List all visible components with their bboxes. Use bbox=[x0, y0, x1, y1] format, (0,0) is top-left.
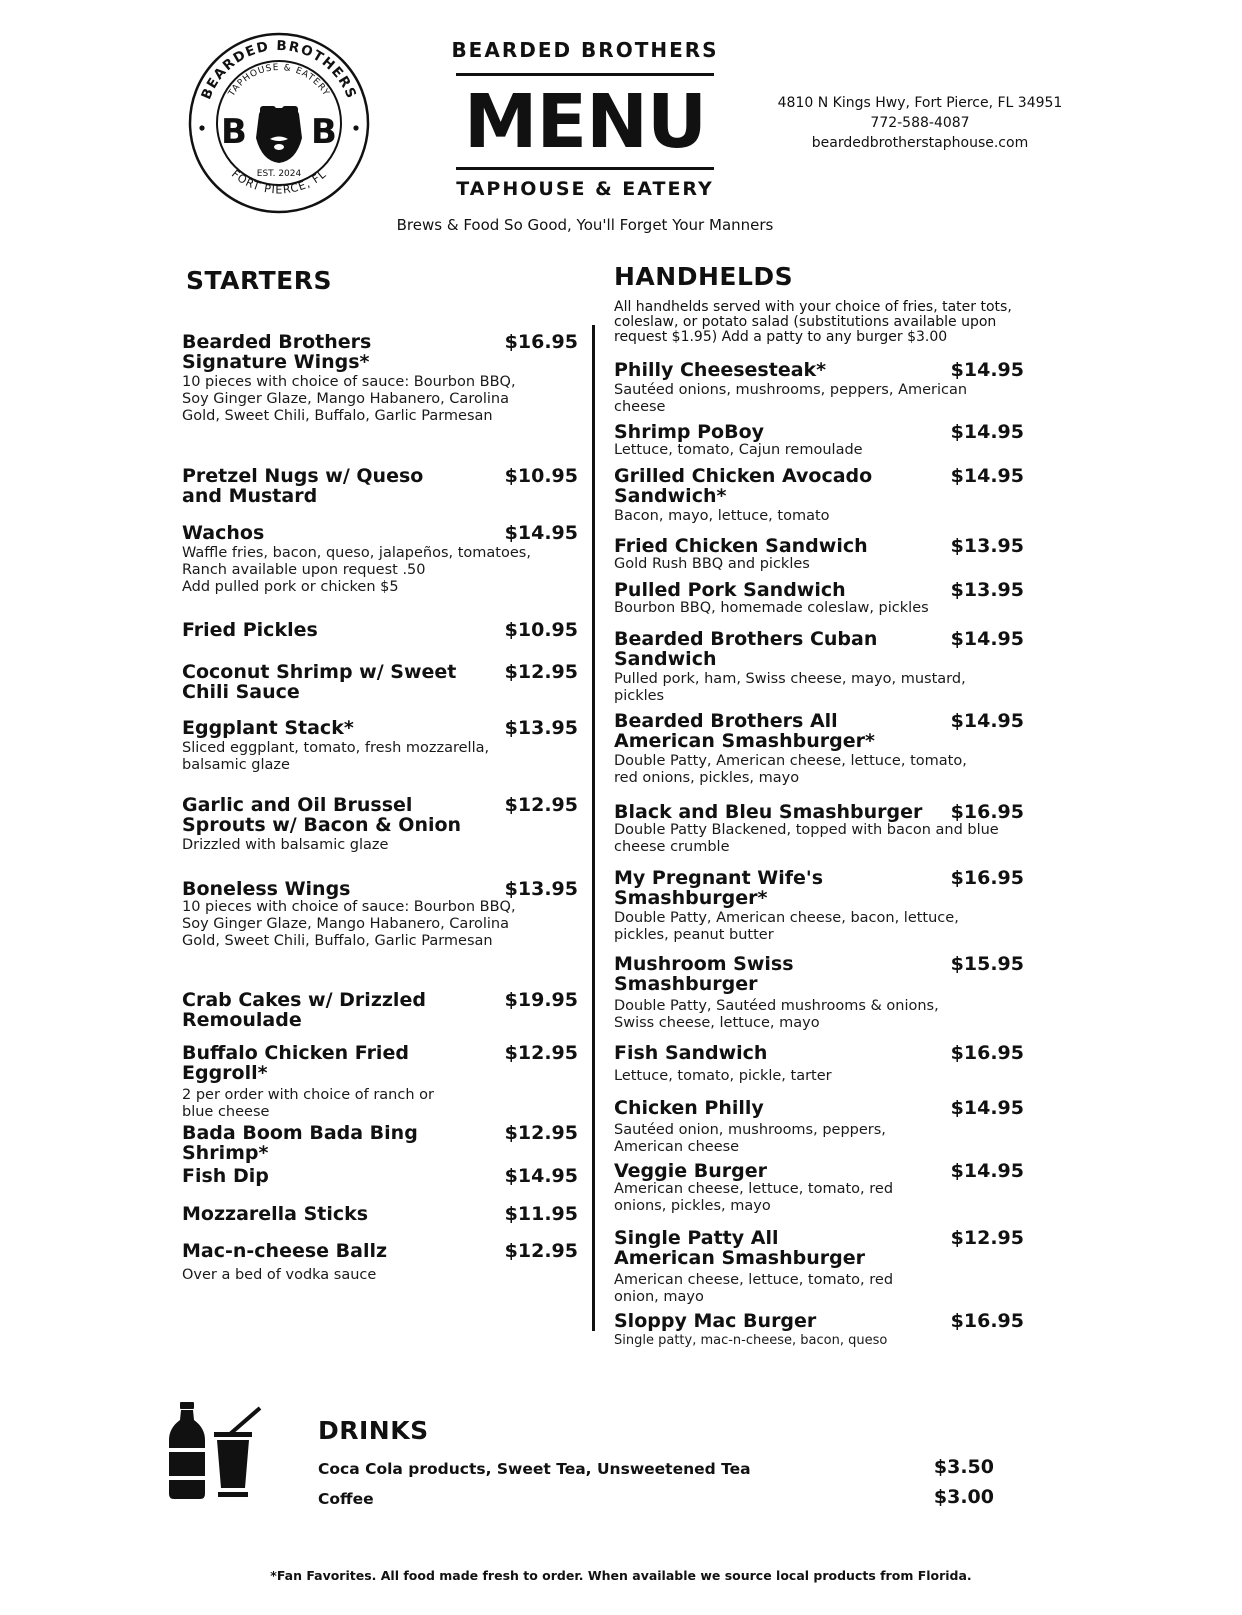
item-name: My Pregnant Wife's Smashburger* bbox=[614, 867, 824, 909]
item-description: Bacon, mayo, lettuce, tomato bbox=[614, 508, 830, 524]
brand-name-top: BEARDED BROTHERS bbox=[451, 38, 719, 62]
menu-item bbox=[614, 466, 1024, 525]
menu-item bbox=[182, 332, 578, 425]
column-divider bbox=[592, 325, 595, 1331]
item-price: $16.95 bbox=[950, 1310, 1024, 1332]
item-price: $14.95 bbox=[950, 359, 1024, 381]
handhelds-note: All handhelds served with your choice of fries, tater tots, coleslaw, or potato salad (substitutions available upon request $1.95) Add a patty to any burger $3.00 bbox=[614, 299, 1012, 345]
item-description: Lettuce, tomato, pickle, tarter bbox=[614, 1068, 832, 1084]
drinks-title: DRINKS bbox=[318, 1416, 429, 1445]
item-name: Fish Dip bbox=[182, 1165, 269, 1187]
drink-item bbox=[318, 1456, 994, 1478]
menu-item bbox=[614, 360, 1024, 416]
item-description: 10 pieces with choice of sauce: Bourbon BBQ, Soy Ginger Glaze, Mango Habanero, Carolina Gold, Sweet Chili, Buffalo, Garlic Parmesan bbox=[182, 899, 516, 949]
menu-item bbox=[614, 1098, 1024, 1156]
title-rule-bottom bbox=[456, 167, 714, 170]
item-description: Drizzled with balsamic glaze bbox=[182, 837, 389, 853]
item-price: $16.95 bbox=[950, 1042, 1024, 1064]
item-description: Gold Rush BBQ and pickles bbox=[614, 556, 810, 572]
item-description: Single patty, mac-n-cheese, bacon, queso bbox=[614, 1333, 888, 1348]
menu-item bbox=[614, 711, 1024, 787]
item-description: Over a bed of vodka sauce bbox=[182, 1267, 377, 1283]
item-name: Shrimp PoBoy bbox=[614, 421, 765, 443]
item-price: $16.95 bbox=[950, 801, 1024, 823]
item-name: Pulled Pork Sandwich bbox=[614, 579, 846, 601]
drink-cup-icon bbox=[214, 1408, 260, 1497]
item-price: $12.95 bbox=[504, 794, 578, 816]
menu-item bbox=[614, 1228, 1024, 1306]
item-name: Fried Chicken Sandwich bbox=[614, 535, 868, 557]
logo-ring-bottom-text: FORT PIERCE, FL bbox=[228, 167, 330, 197]
item-description: Sautéed onion, mushrooms, peppers, American cheese bbox=[614, 1122, 886, 1155]
website[interactable]: beardedbrotherstaphouse.com bbox=[811, 135, 1029, 151]
item-name: Bearded Brothers Cuban Sandwich bbox=[614, 628, 878, 670]
drink-price: $3.50 bbox=[933, 1456, 994, 1478]
drinks-icon bbox=[168, 1402, 264, 1500]
footnote: *Fan Favorites. All food made fresh to order. When available we source local products from Florida. bbox=[270, 1568, 972, 1583]
item-price: $14.95 bbox=[504, 1165, 578, 1187]
item-description: American cheese, lettuce, tomato, red onion, mayo bbox=[614, 1272, 894, 1305]
item-name: Buffalo Chicken Fried Eggroll* bbox=[182, 1042, 409, 1084]
item-name: Mozzarella Sticks bbox=[182, 1203, 369, 1225]
logo-initial-right: B bbox=[311, 112, 337, 152]
menu-item bbox=[614, 868, 1024, 944]
starters-title: STARTERS bbox=[186, 266, 332, 295]
item-name: Wachos bbox=[182, 522, 265, 544]
menu-item bbox=[182, 718, 578, 774]
item-description: Double Patty, American cheese, lettuce, tomato, red onions, pickles, mayo bbox=[614, 753, 967, 786]
menu-item bbox=[182, 1241, 578, 1284]
item-price: $14.95 bbox=[950, 628, 1024, 650]
item-price: $10.95 bbox=[504, 465, 578, 487]
menu-item bbox=[182, 1123, 578, 1163]
logo-ring-top-text: BEARDED BROTHERS bbox=[198, 37, 360, 102]
item-description: Pulled pork, ham, Swiss cheese, mayo, mustard, pickles bbox=[614, 671, 966, 704]
item-price: $12.95 bbox=[504, 661, 578, 683]
item-description: Double Patty Blackened, topped with bacon and blue cheese crumble bbox=[614, 822, 999, 855]
soda-bottle-icon bbox=[169, 1402, 205, 1499]
item-name: Philly Cheesesteak* bbox=[614, 359, 827, 381]
item-name: Veggie Burger bbox=[614, 1160, 768, 1182]
item-price: $14.95 bbox=[504, 522, 578, 544]
logo-est-text: EST. 2024 bbox=[256, 169, 302, 179]
menu-item bbox=[614, 629, 1024, 705]
item-description-addon: Add pulled pork or chicken $5 bbox=[182, 579, 399, 595]
item-description: 2 per order with choice of ranch or blue cheese bbox=[182, 1087, 434, 1120]
item-price: $14.95 bbox=[950, 1097, 1024, 1119]
item-price: $14.95 bbox=[950, 710, 1024, 732]
menu-item bbox=[614, 536, 1024, 573]
item-name: Sloppy Mac Burger bbox=[614, 1310, 817, 1332]
phone[interactable]: 772-588-4087 bbox=[870, 115, 970, 131]
item-description: Double Patty, Sautéed mushrooms & onions, Swiss cheese, lettuce, mayo bbox=[614, 998, 939, 1031]
menu-item bbox=[614, 1311, 1024, 1349]
item-name: Eggplant Stack* bbox=[182, 717, 354, 739]
item-price: $14.95 bbox=[950, 421, 1024, 443]
item-price: $10.95 bbox=[504, 619, 578, 641]
menu-item bbox=[182, 620, 578, 640]
logo-initial-left: B bbox=[221, 112, 247, 152]
item-price: $13.95 bbox=[504, 878, 578, 900]
tagline: Brews & Food So Good, You'll Forget Your Manners bbox=[396, 216, 774, 234]
menu-item bbox=[182, 662, 578, 702]
item-name: Boneless Wings bbox=[182, 878, 351, 900]
drink-name: Coffee bbox=[318, 1490, 374, 1508]
item-name: Pretzel Nugs w/ Queso and Mustard bbox=[182, 465, 424, 507]
item-description: Bourbon BBQ, homemade coleslaw, pickles bbox=[614, 600, 929, 616]
menu-item bbox=[614, 954, 1024, 1032]
menu-item bbox=[614, 1043, 1024, 1085]
item-price: $13.95 bbox=[950, 579, 1024, 601]
item-description: Sliced eggplant, tomato, fresh mozzarella, balsamic glaze bbox=[182, 740, 490, 773]
drink-item bbox=[318, 1486, 994, 1508]
menu-item bbox=[182, 990, 578, 1030]
item-price: $16.95 bbox=[950, 867, 1024, 889]
item-name: Bearded Brothers All American Smashburger* bbox=[614, 710, 875, 752]
bearded-brothers-logo bbox=[186, 30, 372, 216]
brand-name-bottom: TAPHOUSE & EATERY bbox=[456, 178, 714, 200]
item-price: $11.95 bbox=[504, 1203, 578, 1225]
item-price: $15.95 bbox=[950, 953, 1024, 975]
drink-name: Coca Cola products, Sweet Tea, Unsweetened Tea bbox=[318, 1460, 751, 1478]
item-price: $14.95 bbox=[950, 465, 1024, 487]
item-description: Waffle fries, bacon, queso, jalapeños, tomatoes, Ranch available upon request .50 bbox=[182, 545, 531, 578]
bearded-face-icon bbox=[256, 106, 302, 163]
item-price: $12.95 bbox=[950, 1227, 1024, 1249]
item-name: Chicken Philly bbox=[614, 1097, 764, 1119]
menu-item bbox=[614, 802, 1024, 856]
item-description: 10 pieces with choice of sauce: Bourbon BBQ, Soy Ginger Glaze, Mango Habanero, Carolina Gold, Sweet Chili, Buffalo, Garlic Parmesan bbox=[182, 374, 516, 424]
item-name: Bada Boom Bada Bing Shrimp* bbox=[182, 1122, 418, 1164]
item-price: $12.95 bbox=[504, 1240, 578, 1262]
item-price: $13.95 bbox=[950, 535, 1024, 557]
item-description: Double Patty, American cheese, bacon, lettuce, pickles, peanut butter bbox=[614, 910, 959, 943]
address: 4810 N Kings Hwy, Fort Pierce, FL 34951 bbox=[777, 95, 1063, 111]
contact-info bbox=[770, 93, 1070, 153]
menu-item bbox=[182, 1204, 578, 1224]
item-price: $14.95 bbox=[950, 1160, 1024, 1182]
item-name: Crab Cakes w/ Drizzled Remoulade bbox=[182, 989, 426, 1031]
menu-item bbox=[614, 422, 1024, 459]
item-name: Fish Sandwich bbox=[614, 1042, 768, 1064]
handhelds-title: HANDHELDS bbox=[614, 262, 794, 291]
item-description: Sautéed onions, mushrooms, peppers, American cheese bbox=[614, 382, 968, 415]
item-description: Lettuce, tomato, Cajun remoulade bbox=[614, 442, 863, 458]
item-price: $19.95 bbox=[504, 989, 578, 1011]
item-price: $12.95 bbox=[504, 1042, 578, 1064]
item-name: Black and Bleu Smashburger bbox=[614, 801, 923, 823]
menu-item bbox=[182, 1166, 578, 1186]
menu-item bbox=[182, 1043, 578, 1121]
item-name: Single Patty All American Smashburger bbox=[614, 1227, 865, 1269]
menu-item bbox=[614, 1161, 1024, 1215]
menu-item bbox=[182, 523, 578, 596]
item-name: Mushroom Swiss Smashburger bbox=[614, 953, 794, 995]
menu-item bbox=[182, 879, 578, 950]
menu-title: MENU bbox=[463, 79, 707, 165]
menu-item bbox=[182, 466, 578, 506]
item-name: Mac-n-cheese Ballz bbox=[182, 1240, 388, 1262]
logo-ring-inner-text: TAPHOUSE & EATERY bbox=[226, 62, 332, 99]
item-name: Fried Pickles bbox=[182, 619, 318, 641]
menu-item bbox=[182, 795, 578, 854]
item-price: $16.95 bbox=[504, 331, 578, 353]
drink-price: $3.00 bbox=[933, 1486, 994, 1508]
item-description: American cheese, lettuce, tomato, red onions, pickles, mayo bbox=[614, 1181, 894, 1214]
svg-text:TAPHOUSE & EATERY bbox=[226, 63, 331, 99]
item-price: $12.95 bbox=[504, 1122, 578, 1144]
item-name: Coconut Shrimp w/ Sweet Chili Sauce bbox=[182, 661, 457, 703]
item-name: Garlic and Oil Brussel Sprouts w/ Bacon & Onion bbox=[182, 794, 462, 836]
item-price: $13.95 bbox=[504, 717, 578, 739]
item-name: Grilled Chicken Avocado Sandwich* bbox=[614, 465, 873, 507]
item-name: Bearded Brothers Signature Wings* bbox=[182, 331, 372, 373]
menu-item bbox=[614, 580, 1024, 617]
